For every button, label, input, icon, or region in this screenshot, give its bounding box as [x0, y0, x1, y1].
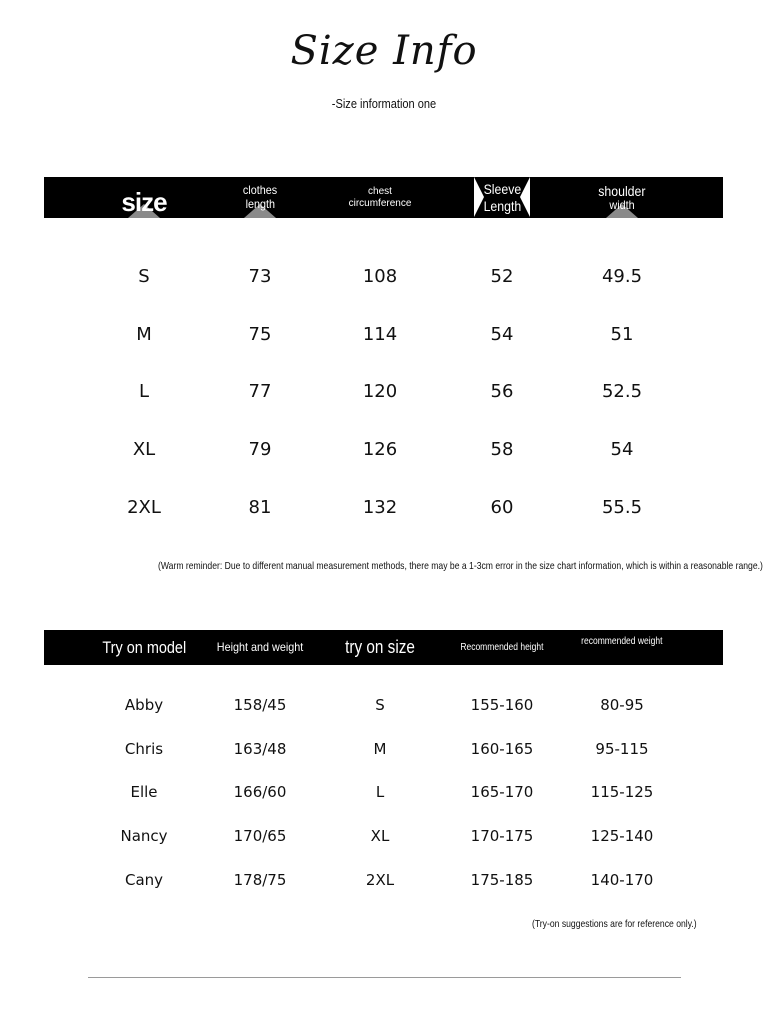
header-sleeve-line1: Sleeve [483, 181, 521, 198]
table-row [44, 320, 723, 350]
cell-try-on-size: M [373, 740, 387, 758]
header-shoulder-line2: width [609, 197, 635, 212]
cell-recommended-weight: 115-125 [590, 783, 654, 801]
cell-height-weight: 158/45 [233, 696, 287, 714]
cell-height-weight: 178/75 [233, 871, 287, 889]
cell-size: XL [132, 439, 156, 460]
header-chest-line2: circumference [348, 197, 412, 209]
table-row [44, 262, 723, 292]
cell-clothes-length: 73 [248, 266, 272, 287]
table-row [44, 690, 723, 720]
header-try-on-size [330, 630, 430, 665]
cell-sleeve: 56 [490, 381, 514, 402]
model-table-header [44, 630, 723, 665]
cell-shoulder: 54 [610, 439, 634, 460]
cell-recommended-height: 175-185 [470, 871, 534, 889]
header-recommended-height [452, 630, 552, 665]
cell-recommended-height: 160-165 [470, 740, 534, 758]
header-chest-circumference [330, 177, 430, 218]
cell-recommended-weight: 95-115 [595, 740, 649, 758]
cell-recommended-weight: 125-140 [590, 827, 654, 845]
size-table-header [44, 177, 723, 218]
header-chest-line1: chest [368, 186, 392, 197]
header-recommended-height-label: Recommended height [460, 641, 544, 653]
table-row [44, 734, 723, 764]
header-clothes-length-line1: clothes [242, 182, 278, 197]
cell-shoulder: 55.5 [601, 497, 643, 518]
cell-chest: 114 [362, 324, 398, 345]
header-size [94, 177, 194, 218]
cell-height-weight: 163/48 [233, 740, 287, 758]
header-shoulder-line1: shoulder [598, 182, 646, 199]
cell-recommended-height: 170-175 [470, 827, 534, 845]
cell-sleeve: 60 [490, 497, 514, 518]
cell-chest: 126 [362, 439, 398, 460]
table-row [44, 865, 723, 895]
header-decoration [474, 177, 484, 217]
cell-try-on-size: XL [370, 827, 390, 845]
cell-model: Chris [124, 740, 164, 758]
cell-clothes-length: 77 [248, 381, 272, 402]
header-decoration [520, 177, 530, 217]
header-shoulder-width [572, 177, 672, 218]
header-recommended-weight-label: recommended weight [581, 636, 663, 647]
cell-chest: 108 [362, 266, 398, 287]
cell-size: 2XL [127, 497, 161, 518]
cell-size: M [136, 324, 152, 345]
cell-chest: 132 [362, 497, 398, 518]
header-recommended-weight [572, 630, 672, 665]
bottom-divider [88, 977, 681, 978]
page-title: Size Info [290, 28, 478, 74]
cell-sleeve: 52 [490, 266, 514, 287]
page-subtitle: -Size information one [331, 96, 437, 111]
cell-shoulder: 51 [610, 324, 634, 345]
cell-sleeve: 58 [490, 439, 514, 460]
cell-model: Cany [124, 871, 164, 889]
cell-clothes-length: 79 [248, 439, 272, 460]
cell-sleeve: 54 [490, 324, 514, 345]
table-row [44, 777, 723, 807]
measurement-reminder: (Warm reminder: Due to different manual measurement methods, there may be a 1-3cm error in the size chart information, which is within a reasonable range.) [158, 560, 763, 572]
cell-try-on-size: 2XL [365, 871, 395, 889]
table-row [44, 493, 723, 523]
header-try-on-size-label: try on size [345, 637, 415, 658]
cell-height-weight: 170/65 [233, 827, 287, 845]
cell-recommended-height: 165-170 [470, 783, 534, 801]
cell-size: S [138, 266, 150, 287]
cell-try-on-size: S [375, 696, 385, 714]
cell-recommended-weight: 80-95 [600, 696, 644, 714]
cell-model: Abby [124, 696, 164, 714]
try-on-note: (Try-on suggestions are for reference only.) [532, 918, 697, 930]
header-size-label: size [121, 186, 167, 217]
header-sleeve-line2: Length [483, 197, 521, 214]
cell-recommended-height: 155-160 [470, 696, 534, 714]
cell-clothes-length: 75 [248, 324, 272, 345]
header-height-weight-label: Height and weight [216, 639, 304, 654]
header-height-weight [210, 630, 310, 665]
cell-model: Elle [130, 783, 158, 801]
cell-clothes-length: 81 [248, 497, 272, 518]
cell-recommended-weight: 140-170 [590, 871, 654, 889]
table-row [44, 821, 723, 851]
cell-model: Nancy [120, 827, 168, 845]
header-clothes-length [210, 177, 310, 218]
header-try-on-model-label: Try on model [102, 637, 186, 657]
cell-shoulder: 49.5 [601, 266, 643, 287]
cell-size: L [138, 381, 150, 402]
cell-chest: 120 [362, 381, 398, 402]
cell-try-on-size: L [375, 783, 385, 801]
header-clothes-length-line2: length [245, 196, 275, 211]
table-row [44, 377, 723, 407]
table-row [44, 435, 723, 465]
header-sleeve-length [452, 177, 552, 218]
header-try-on-model [94, 630, 194, 665]
cell-height-weight: 166/60 [233, 783, 287, 801]
cell-shoulder: 52.5 [601, 381, 643, 402]
